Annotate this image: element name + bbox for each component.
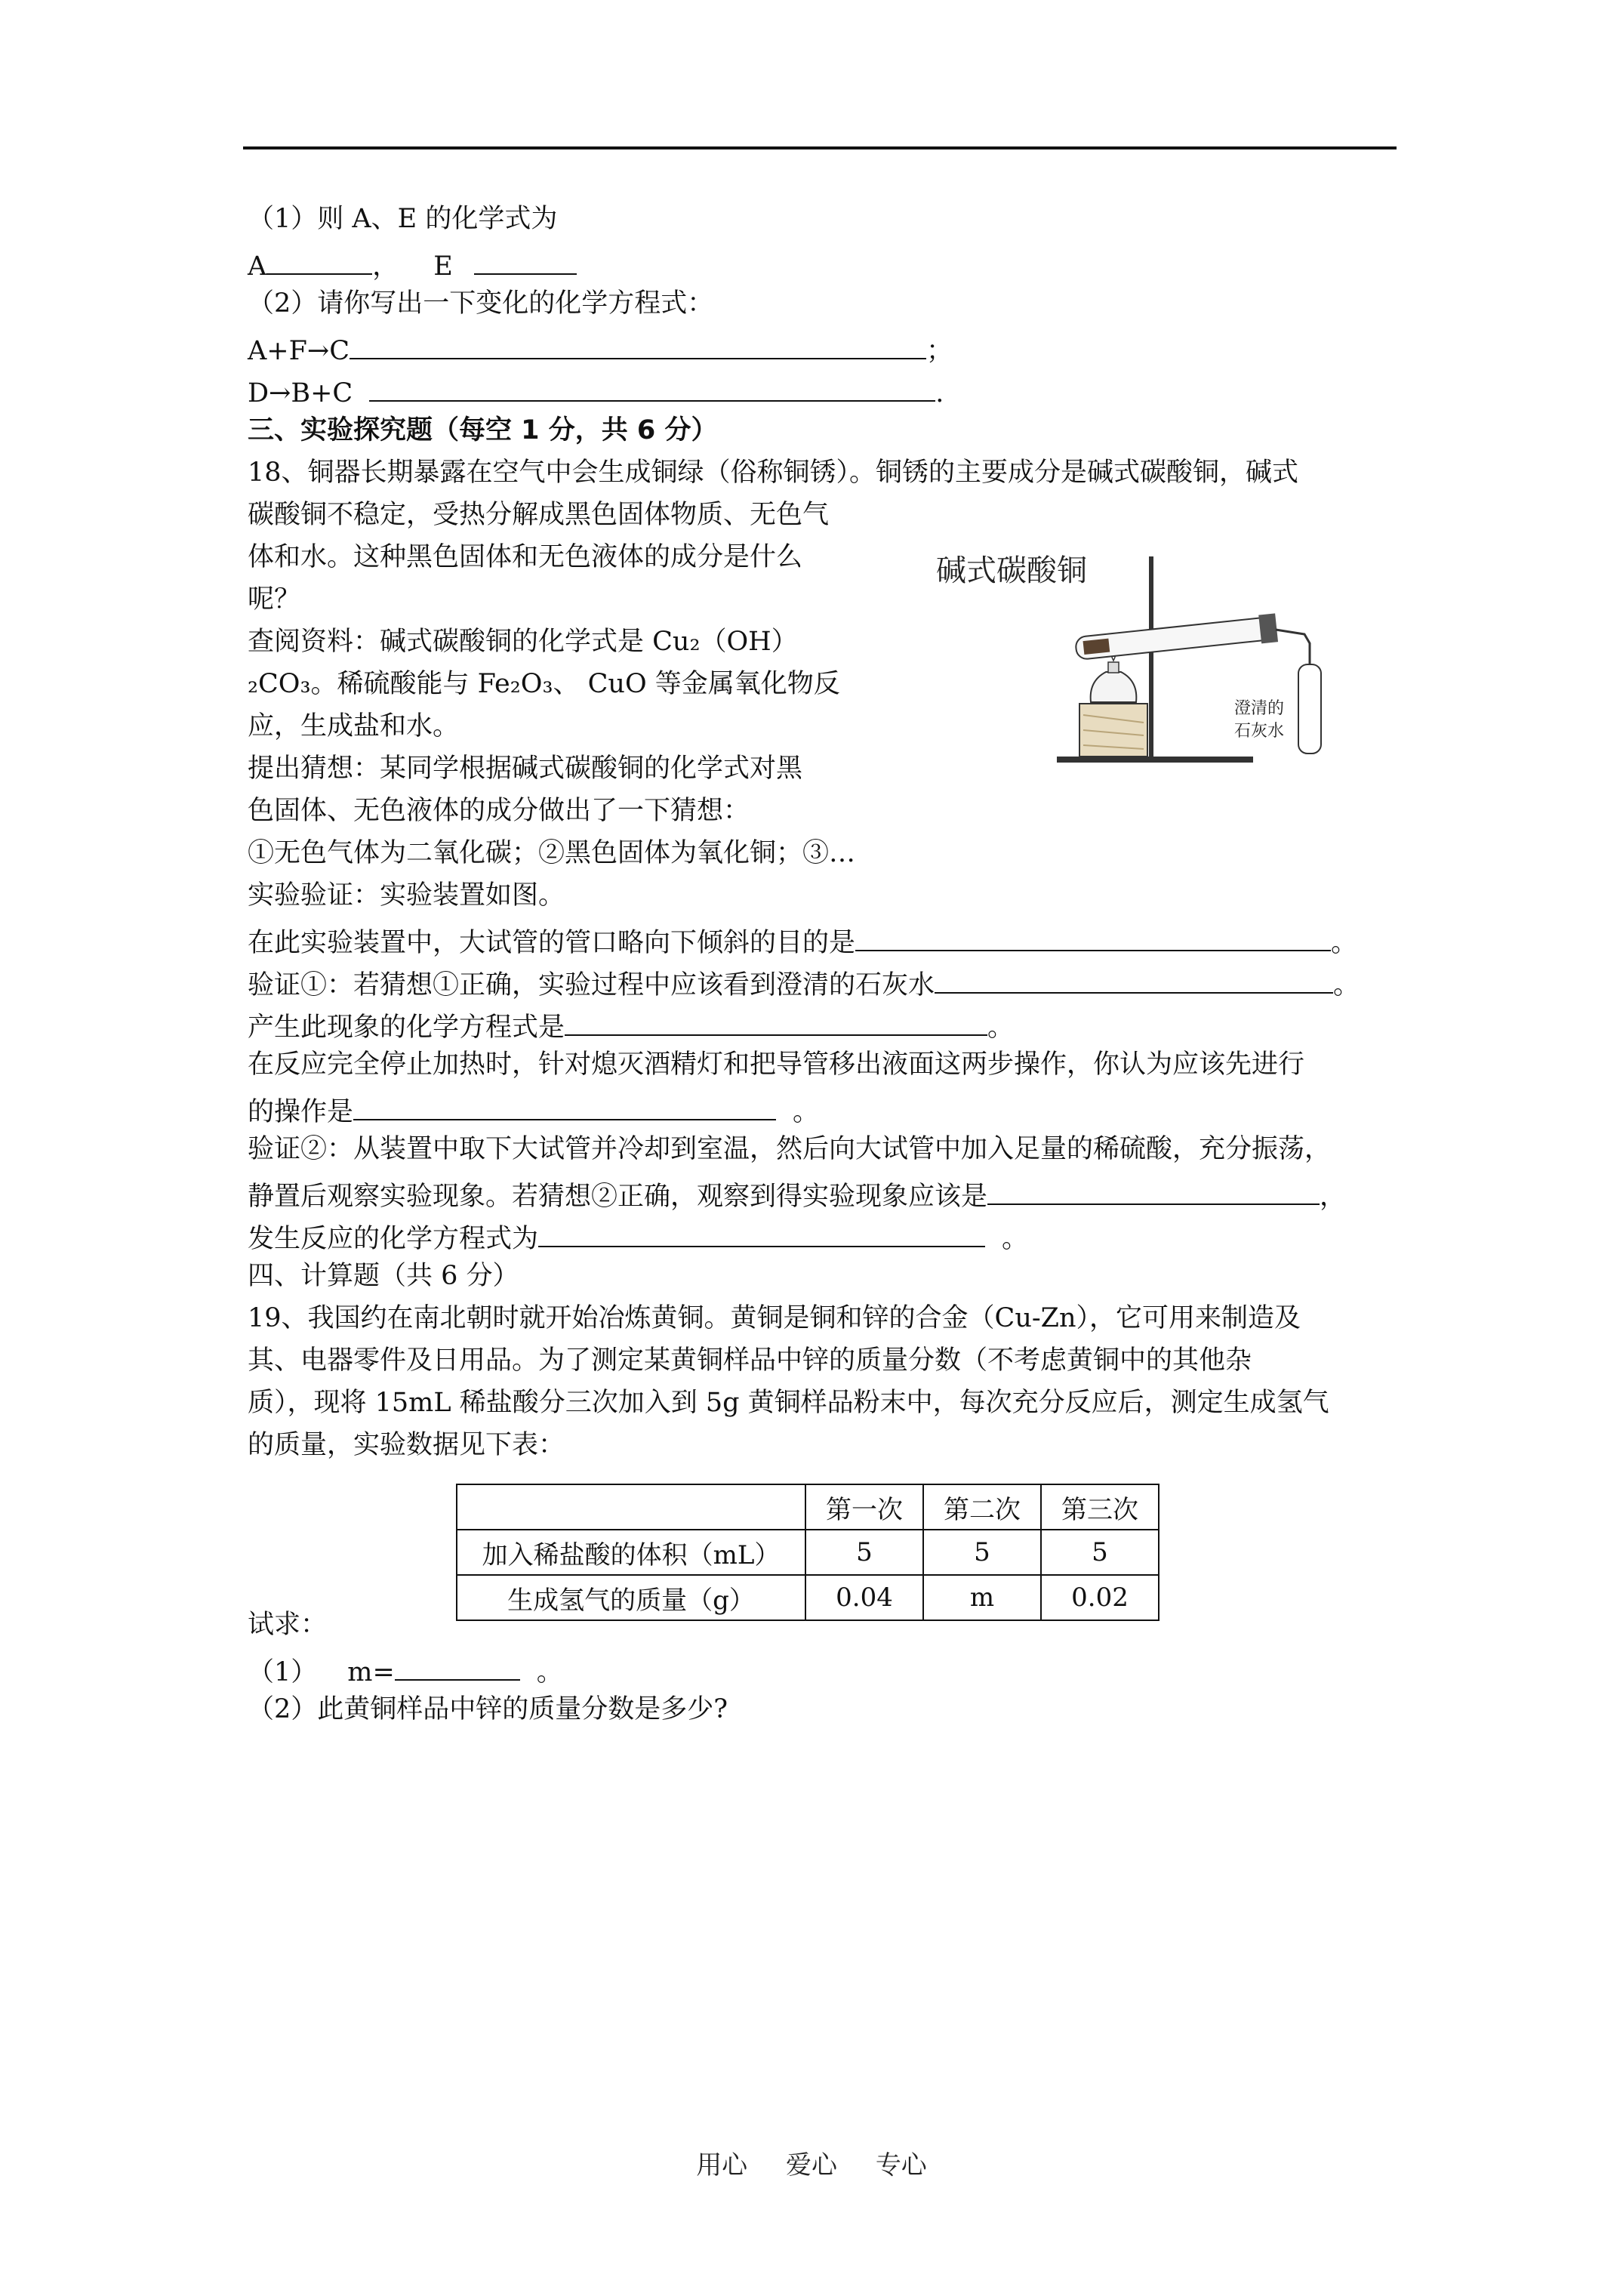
footer-item: 专心 <box>875 2150 927 2180</box>
answer-blank-a[interactable] <box>266 240 372 275</box>
table-cell: 生成氢气的质量（g） <box>457 1575 805 1620</box>
apparatus-drawing <box>929 538 1329 787</box>
answer-blank-m[interactable] <box>395 1646 520 1681</box>
answer-blank-phenomenon[interactable] <box>987 1170 1320 1205</box>
q19-ask: 试求： <box>248 1610 328 1640</box>
answer-blank-limewater[interactable] <box>935 959 1333 994</box>
table-row <box>457 1530 1159 1575</box>
header-rule <box>243 146 1397 149</box>
q17-eq2: D→B+C . <box>248 367 1403 409</box>
figure-caption: 碱式碳酸铜 <box>936 553 1087 588</box>
q17-answer-line: A ， E <box>248 240 1403 282</box>
table-cell: 5 <box>805 1530 923 1575</box>
q18-line12: 在此实验装置中，大试管的管口略向下倾斜的目的是 。 <box>248 917 1403 959</box>
footer-item: 用心 <box>696 2150 748 2180</box>
q17-eq1: A+F→C ； <box>248 325 1403 367</box>
q18-line13: 验证①：若猜想①正确，实验过程中应该看到澄清的石灰水 。 <box>248 959 1403 1001</box>
table-row <box>457 1575 1159 1620</box>
q19-line2: 其、电器零件及日用品。为了测定某黄铜样品中锌的质量分数（不考虑黄铜中的其他杂 <box>248 1345 1252 1376</box>
table-cell <box>457 1484 805 1530</box>
table-cell: 0.04 <box>805 1575 923 1620</box>
table-cell: 5 <box>1041 1530 1159 1575</box>
q19-sub2: （2）此黄铜样品中锌的质量分数是多少? <box>248 1694 728 1724</box>
table-cell: m <box>923 1575 1041 1620</box>
table-cell: 5 <box>923 1530 1041 1575</box>
answer-blank-first-step[interactable] <box>353 1086 776 1120</box>
q18-line18: 静置后观察实验现象。若猜想②正确，观察到得实验现象应该是 ， <box>248 1170 1403 1213</box>
table-cell: 加入稀盐酸的体积（mL） <box>457 1530 805 1575</box>
q17-part2: （2）请你写出一下变化的化学方程式： <box>248 288 714 319</box>
experiment-data-table <box>456 1484 1160 1621</box>
answer-blank-e[interactable] <box>474 240 577 275</box>
q18-line11: 实验验证：实验装置如图。 <box>248 880 565 911</box>
q18-line7: 应，生成盐和水。 <box>248 711 460 741</box>
q18-line4: 呢？ <box>248 584 301 615</box>
q18-line19: 发生反应的化学方程式为 。 <box>248 1213 1403 1255</box>
answer-blank-tilt-purpose[interactable] <box>855 917 1331 951</box>
q18-line15: 在反应完全停止加热时，针对熄灭酒精灯和把导管移出液面这两步操作，你认为应该先进行 <box>248 1049 1305 1080</box>
q18-line3: 体和水。这种黑色固体和无色液体的成分是什么 <box>248 542 803 572</box>
answer-blank-eq1[interactable] <box>350 325 926 359</box>
table-cell: 第一次 <box>805 1484 923 1530</box>
q19-line4: 的质量，实验数据见下表： <box>248 1430 565 1460</box>
q18-line1: 18、铜器长期暴露在空气中会生成铜绿（俗称铜锈）。铜锈的主要成分是碱式碳酸铜，碱式 <box>248 458 1299 488</box>
answer-blank-equation-2[interactable] <box>538 1213 985 1247</box>
footer-item: 爱心 <box>786 2150 837 2180</box>
section3-title: 三、实验探究题（每空 1 分，共 6 分） <box>248 415 718 445</box>
q19-line3: 质），现将 15mL 稀盐酸分三次加入到 5g 黄铜样品粉末中，每次充分反应后，测定生成氢气 <box>248 1388 1329 1418</box>
table-cell: 第二次 <box>923 1484 1041 1530</box>
answer-blank-equation-1[interactable] <box>565 1001 987 1036</box>
q18-line14: 产生此现象的化学方程式是 。 <box>248 1001 1403 1043</box>
table-header-row <box>457 1484 1159 1530</box>
table-cell: 第三次 <box>1041 1484 1159 1530</box>
q18-line9: 色固体、无色液体的成分做出了一下猜想： <box>248 796 750 826</box>
limewater-label: 澄清的 石灰水 <box>1234 699 1285 741</box>
q19-sub1: （1） m= 。 <box>248 1646 1403 1688</box>
q18-line5: 查阅资料：碱式碳酸铜的化学式是 Cu₂（OH） <box>248 627 798 657</box>
page-footer <box>0 2144 1623 2181</box>
q17-part1: （1）则 A、E 的化学式为 <box>248 204 558 234</box>
q18-line6: ₂CO₃。稀硫酸能与 Fe₂O₃、 CuO 等金属氧化物反 <box>248 669 840 699</box>
q19-line1: 19、我国约在南北朝时就开始冶炼黄铜。黄铜是铜和锌的合金（Cu-Zn），它可用来制造及 <box>248 1303 1301 1333</box>
q18-line8: 提出猜想：某同学根据碱式碳酸铜的化学式对黑 <box>248 754 803 784</box>
q18-line17: 验证②：从装置中取下大试管并冷却到室温，然后向大试管中加入足量的稀硫酸，充分振荡， <box>248 1134 1332 1164</box>
q18-line16: 的操作是 。 <box>248 1086 1403 1128</box>
table-cell: 0.02 <box>1041 1575 1159 1620</box>
apparatus-figure <box>929 538 1329 787</box>
answer-blank-eq2[interactable] <box>369 367 935 402</box>
q18-line2: 碳酸铜不稳定，受热分解成黑色固体物质、无色气 <box>248 500 830 530</box>
q18-line10: ①无色气体为二氧化碳；②黑色固体为氧化铜；③… <box>248 838 856 868</box>
section4-title: 四、计算题（共 6 分） <box>248 1261 519 1291</box>
